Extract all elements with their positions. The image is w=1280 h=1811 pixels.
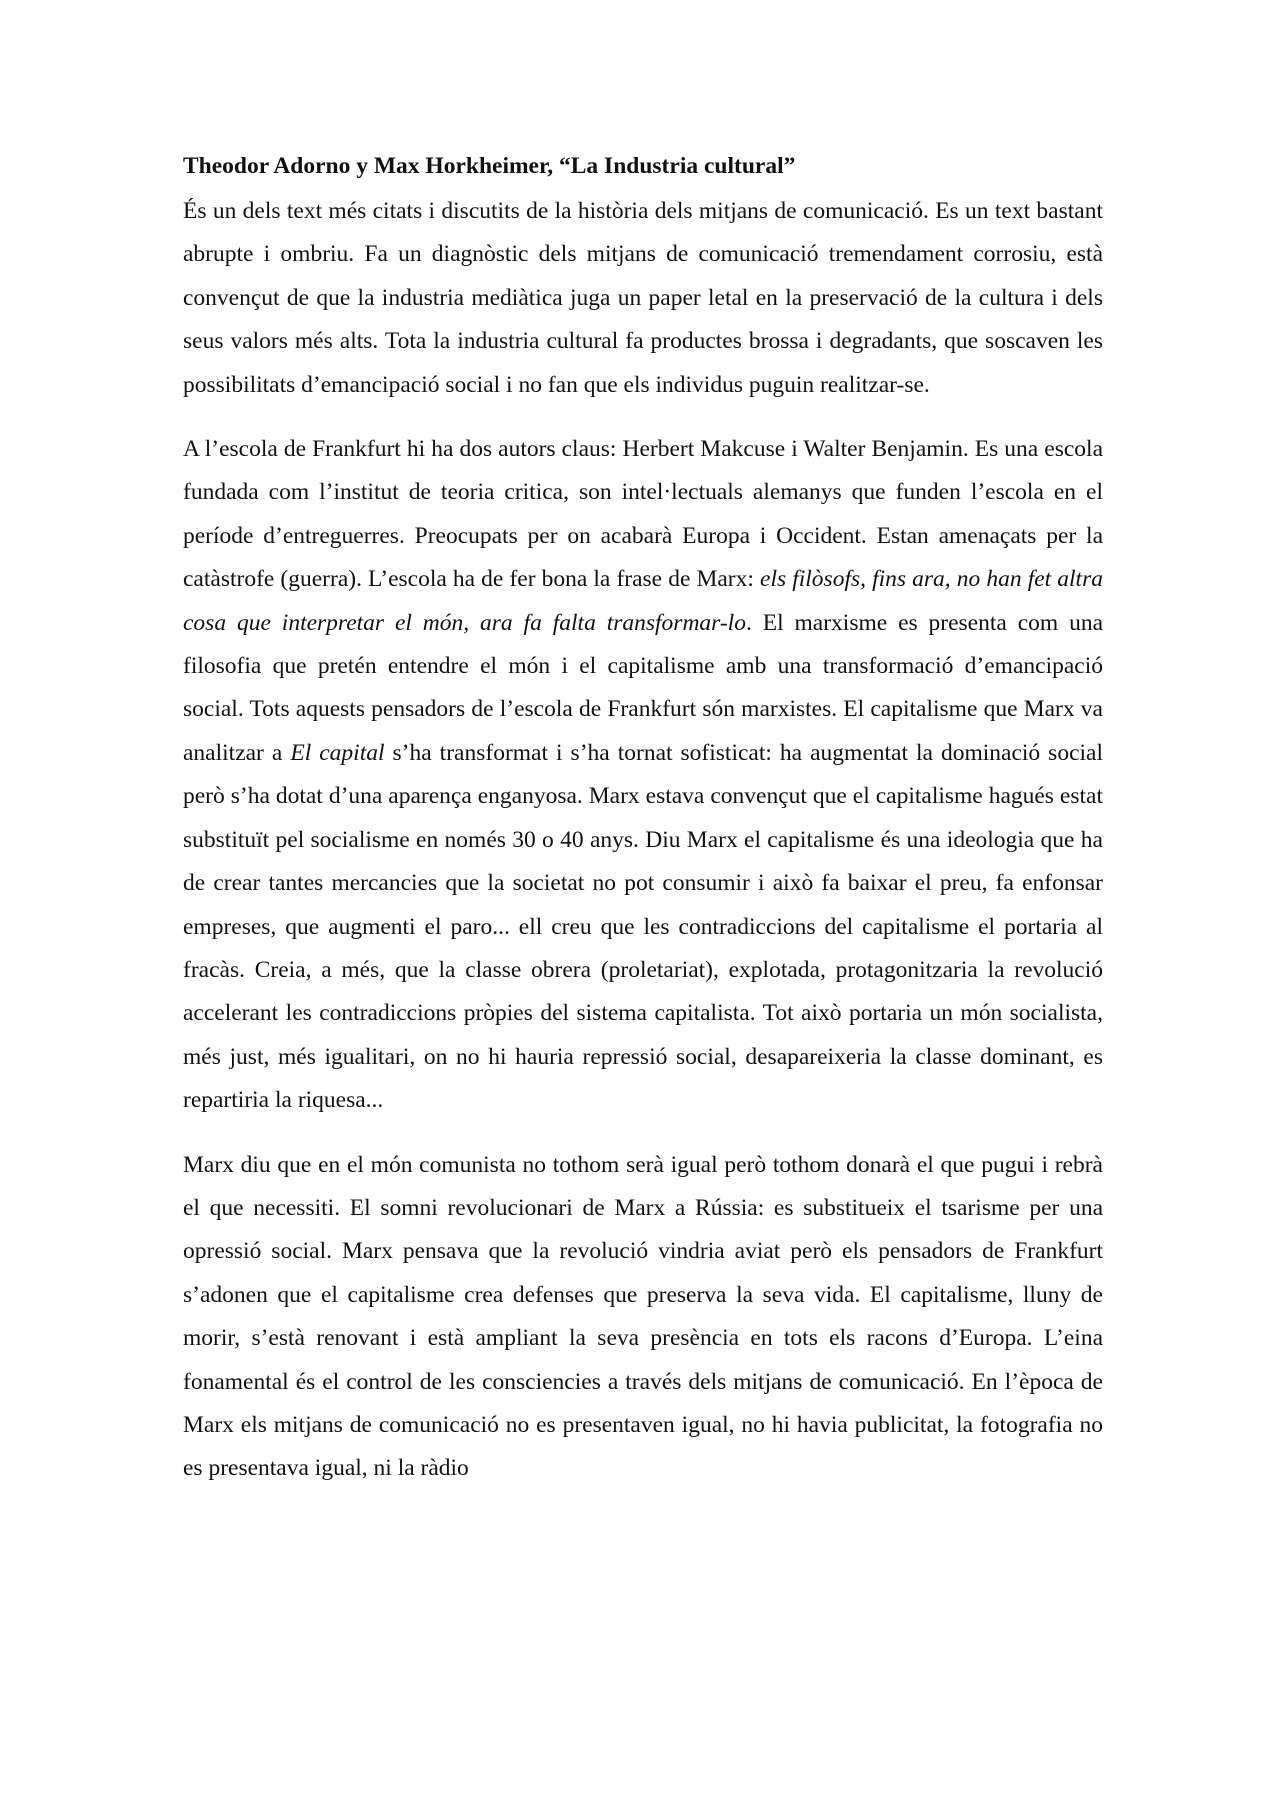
book-title: El capital bbox=[290, 739, 385, 766]
marx-quote: els filòsofs, fins ara, no han fet altra cosa que interpretar el món, ara fa falta transformar-lo bbox=[183, 566, 1103, 636]
paragraph-2-text-b: . El marxisme es presenta com una filosofia que pretén entendre el món i el capitalisme amb una transformació d’emancipació social. Tots aquests pensadors de l’escola de Frankfurt són marxistes. El capitalisme que Marx va analitzar a bbox=[183, 609, 1103, 766]
document-title: Theodor Adorno y Max Horkheimer, “La Industria cultural” bbox=[183, 153, 796, 179]
paragraph-2-text-a: A l’escola de Frankfurt hi ha dos autors claus: Herbert Makcuse i Walter Benjamin. Es una escola fundada com l’institut de teoria critica, son intel·lectuals alemanys que funden l’escola en el període d’entreguerres. Preocupats per on acabarà Europa i Occident. Estan amenaçats per la catàstrofe (guerra). L’escola ha de fer bona la frase de Marx: bbox=[183, 436, 1103, 593]
document-body bbox=[183, 148, 1103, 1491]
paragraph-2 bbox=[183, 428, 1103, 1123]
paragraph-2-text-c: s’ha transformat i s’ha tornat sofisticat: ha augmentat la dominació social però s’ha dotat d’una aparença enganyosa. Marx estava convençut que el capitalisme hagués estat substituït pel socialisme en només 30 o 40 anys. Diu Marx el capitalisme és una ideologia que ha de crear tantes mercancies que la societat no pot consumir i això fa baixar el preu, fa enfonsar empreses, que augmenti el paro... ell creu que les contradiccions del capitalisme el portaria al fracàs. Creia, a més, que la classe obrera (proletariat), explotada, protagonitzaria la revolució accelerant les contradiccions pròpies del sistema capitalista. Tot això portaria un món socialista, més just, més igualitari, on no hi hauria repressió social, desapareixeria la classe dominant, es repartiria la riquesa... bbox=[183, 739, 1103, 1114]
paragraph-3: Marx diu que en el món comunista no tothom serà igual però tothom donarà el que pugui i rebrà el que necessiti. El somni revolucionari de Marx a Rússia: es substitueix el tsarisme per una opressió social. Marx pensava que la revolució vindria aviat però els pensadors de Frankfurt s’adonen que el capitalisme crea defenses que preserva la seva vida. El capitalisme, lluny de morir, s’està renovant i està ampliant la seva presència en tots els racons d’Europa. L’eina fonamental és el control de les consciencies a través dels mitjans de comunicació. En l’època de Marx els mitjans de comunicació no es presentaven igual, no hi havia publicitat, la fotografia no es presentava igual, ni la ràdio bbox=[183, 1151, 1103, 1482]
paragraph-1: És un dels text més citats i discutits de la història dels mitjans de comunicació. Es un text bastant abrupte i ombriu. Fa un diagnòstic dels mitjans de comunicació tremendament corrosiu, està convençut de que la industria mediàtica juga un paper letal en la preservació de la cultura i dels seus valors més alts. Tota la industria cultural fa productes brossa i degradants, que soscaven les possibilitats d’emancipació social i no fan que els individus puguin realitzar-se. bbox=[183, 198, 1103, 398]
